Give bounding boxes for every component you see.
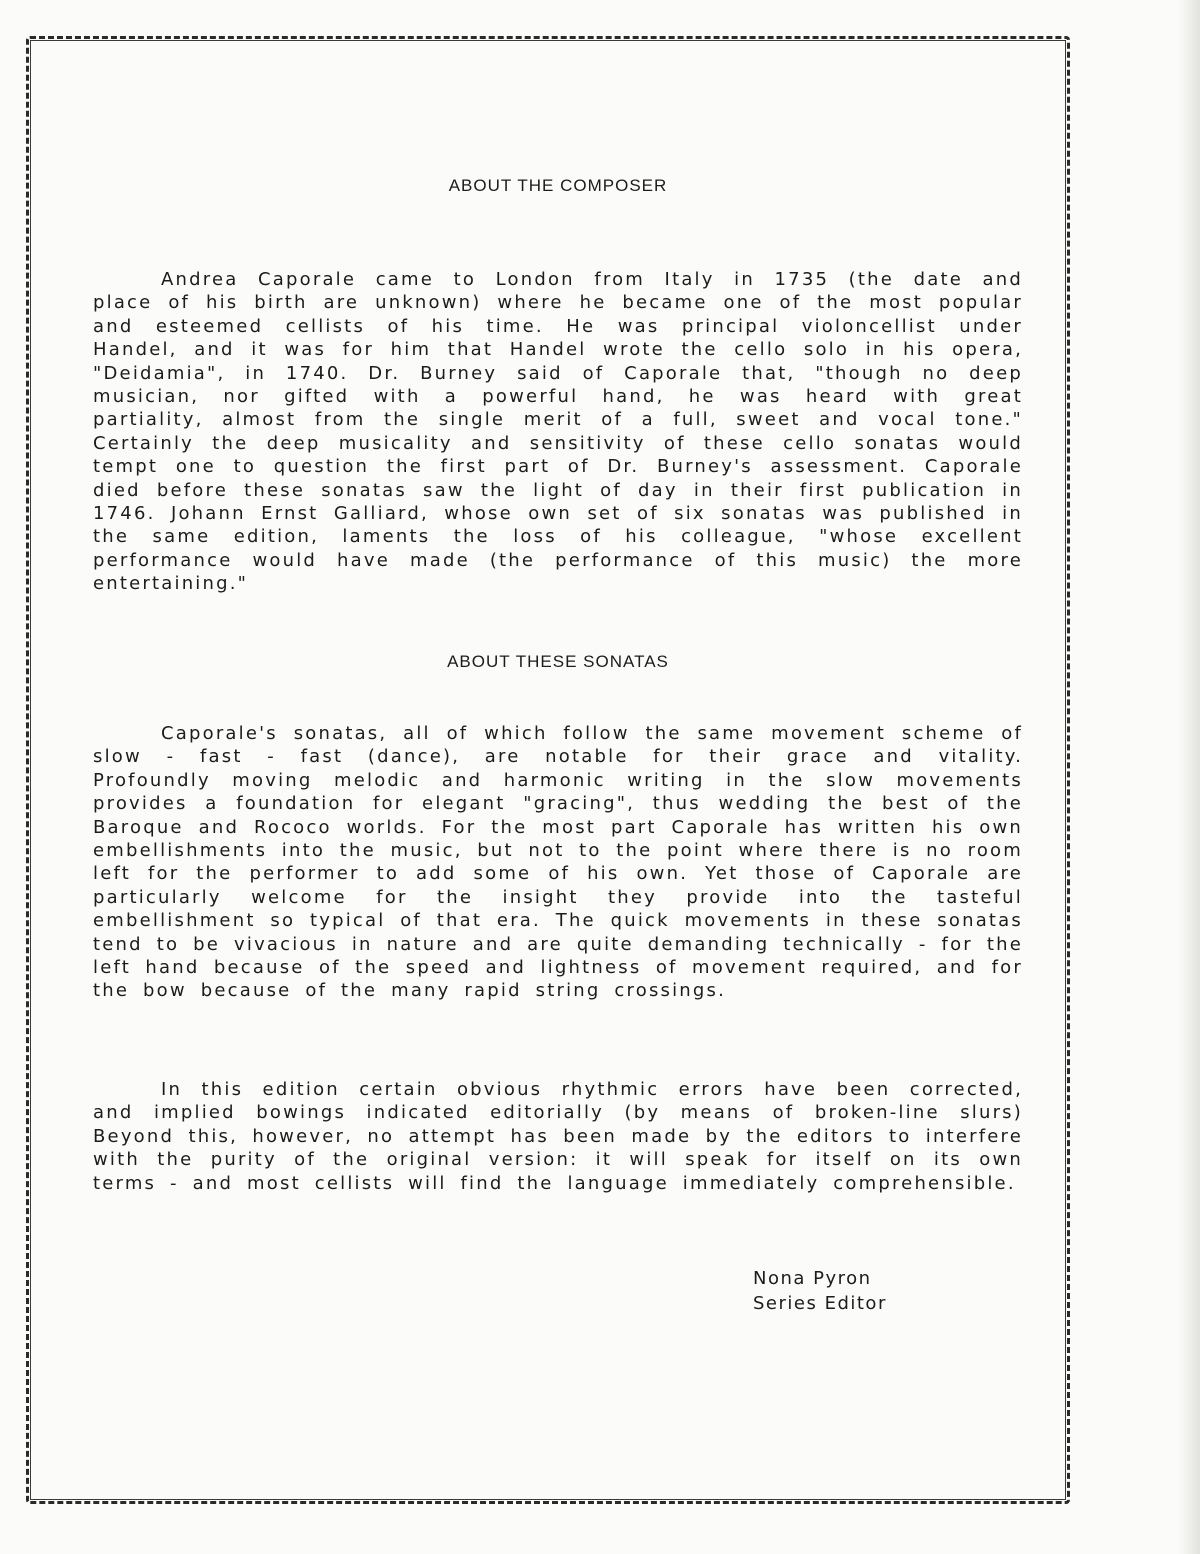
heading-about-composer: ABOUT THE COMPOSER xyxy=(448,176,668,195)
page-edge xyxy=(1178,0,1200,1554)
edition-note-paragraph: In this edition certain obvious rhythmic errors have been corrected, and implied bowings indicated editorially (by means of broken-line slurs) Beyond this, however, no attempt has been made by the editors to interfere with the purity of the original version: it will speak for itself on its own terms - and most cellists will find the language immediately comprehensible. xyxy=(93,1079,1023,1194)
composer-paragraph: Andrea Caporale came to London from Italy in 1735 (the date and place of his birth are unknown) where he became one of the most popular and esteemed cellists of his time. He was principal violoncellist under Handel, and it was for him that Handel wrote the cello solo in his opera, "Deidamia", in 1740. Dr. Burney said of Caporale that, "though no deep musician, nor gifted with a powerful hand, he was heard with great partiality, almost from the single merit of a full, sweet and vocal tone." Certainly the deep musicality and sensitivity of these cello sonatas would tempt one to question the first part of Dr. Burney's assessment. Caporale died before these sonatas saw the light of day in their first publication in 1746. Johann Ernst Galliard, whose own set of six sonatas was published in the same edition, laments the loss of his colleague, "whose excellent performance would have made (the performance of this music) the more entertaining." xyxy=(93,269,1023,595)
signature-title: Series Editor xyxy=(753,1293,887,1314)
signature-name: Nona Pyron xyxy=(753,1268,872,1289)
signature-block xyxy=(753,1266,887,1316)
heading-about-sonatas: ABOUT THESE SONATAS xyxy=(447,652,669,671)
sonatas-paragraph: Caporale's sonatas, all of which follow the same movement scheme of slow - fast - fast (dance), are notable for their grace and vitality. Profoundly moving melodic and harmonic writing in the slow movements provides a foundation for elegant "gracing", thus wedding the best of the Baroque and Rococo worlds. For the most part Caporale has written his own embellishments into the music, but not to the point where there is no room left for the performer to add some of his own. Yet those of Caporale are particularly welcome for the insight they provide into the tasteful embellishment so typical of that era. The quick movements in these sonatas tend to be vivacious in nature and are quite demanding technically - for the left hand because of the speed and lightness of movement required, and for the bow because of the many rapid string crossings. xyxy=(93,723,1023,1002)
